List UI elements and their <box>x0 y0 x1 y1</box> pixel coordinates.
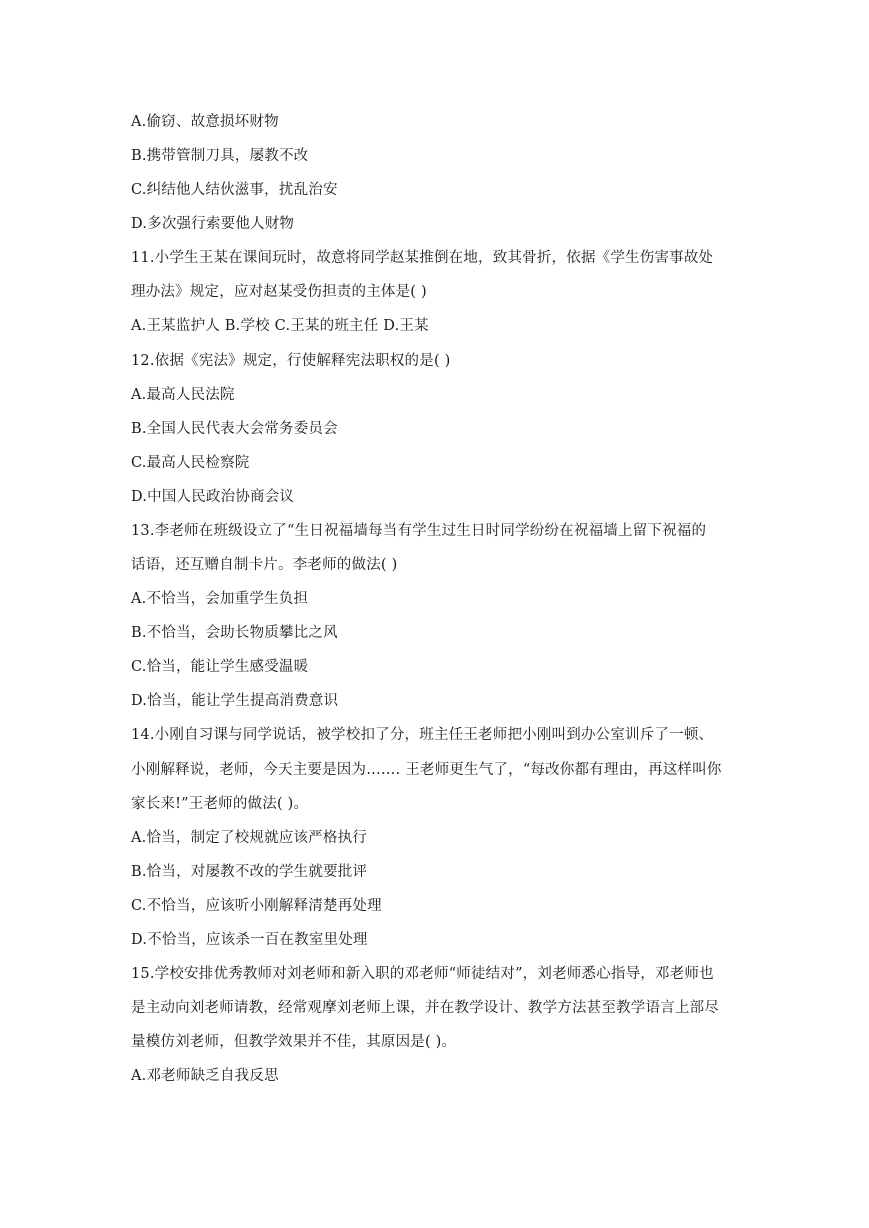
option-line: B.全国人民代表大会常务委员会 <box>131 421 338 437</box>
option-line: D.恰当，能让学生提高消费意识 <box>131 693 339 709</box>
question-14-text: 家长来!”王老师的做法( )。 <box>131 796 309 812</box>
option-line: A.偷窃、故意损坏财物 <box>131 114 279 130</box>
option-line: C.不恰当，应该听小刚解释清楚再处理 <box>131 898 382 914</box>
option-line: B.携带管制刀具，屡教不改 <box>131 148 309 164</box>
question-15-text: 量模仿刘老师，但教学效果并不佳，其原因是( )。 <box>131 1034 457 1050</box>
question-15-text: 15.学校安排优秀教师对刘老师和新入职的邓老师“师徒结对”，刘老师悉心指导，邓老师也 <box>131 966 714 982</box>
option-line: C.最高人民检察院 <box>131 455 250 471</box>
question-13-text: 13.李老师在班级设立了“生日祝福墙每当有学生过生日时同学纷纷在祝福墙上留下祝福的 <box>131 523 707 539</box>
question-11-text: 理办法》规定，应对赵某受伤担责的主体是( ) <box>131 284 427 300</box>
question-11-options: A.王某监护人 B.学校 C.王某的班主任 D.王某 <box>131 318 429 334</box>
option-line: C.恰当，能让学生感受温暖 <box>131 659 309 675</box>
option-line: D.多次强行索要他人财物 <box>131 216 295 232</box>
question-14-text: 14.小刚自习课与同学说话，被学校扣了分，班主任王老师把小刚叫到办公室训斥了一顿、 <box>131 727 714 743</box>
option-line: B.恰当，对屡教不改的学生就要批评 <box>131 864 368 880</box>
option-line: D.中国人民政治协商会议 <box>131 489 295 505</box>
option-line: C.纠结他人结伙滋事，扰乱治安 <box>131 182 338 198</box>
question-12-text: 12.依据《宪法》规定，行使解释宪法职权的是( ) <box>131 353 451 369</box>
option-line: A.最高人民法院 <box>131 387 235 403</box>
question-14-text: 小刚解释说，老师，今天主要是因为……. 王老师更生气了，“每改你都有理由，再这样叫你 <box>131 762 722 778</box>
question-15-text: 是主动向刘老师请教，经常观摩刘老师上课，并在教学设计、教学方法甚至教学语言上部尽 <box>131 1000 719 1016</box>
question-13-text: 话语，还互赠自制卡片。李老师的做法( ) <box>131 557 398 573</box>
option-line: A.恰当，制定了校规就应该严格执行 <box>131 830 367 846</box>
option-line: B.不恰当，会助长物质攀比之风 <box>131 625 338 641</box>
option-line: D.不恰当，应该杀一百在教室里处理 <box>131 932 368 948</box>
question-11-text: 11.小学生王某在课间玩时，故意将同学赵某推倒在地，致其骨折，依据《学生伤害事故处 <box>131 250 714 266</box>
option-line: A.邓老师缺乏自我反思 <box>131 1068 279 1084</box>
option-line: A.不恰当，会加重学生负担 <box>131 591 309 607</box>
